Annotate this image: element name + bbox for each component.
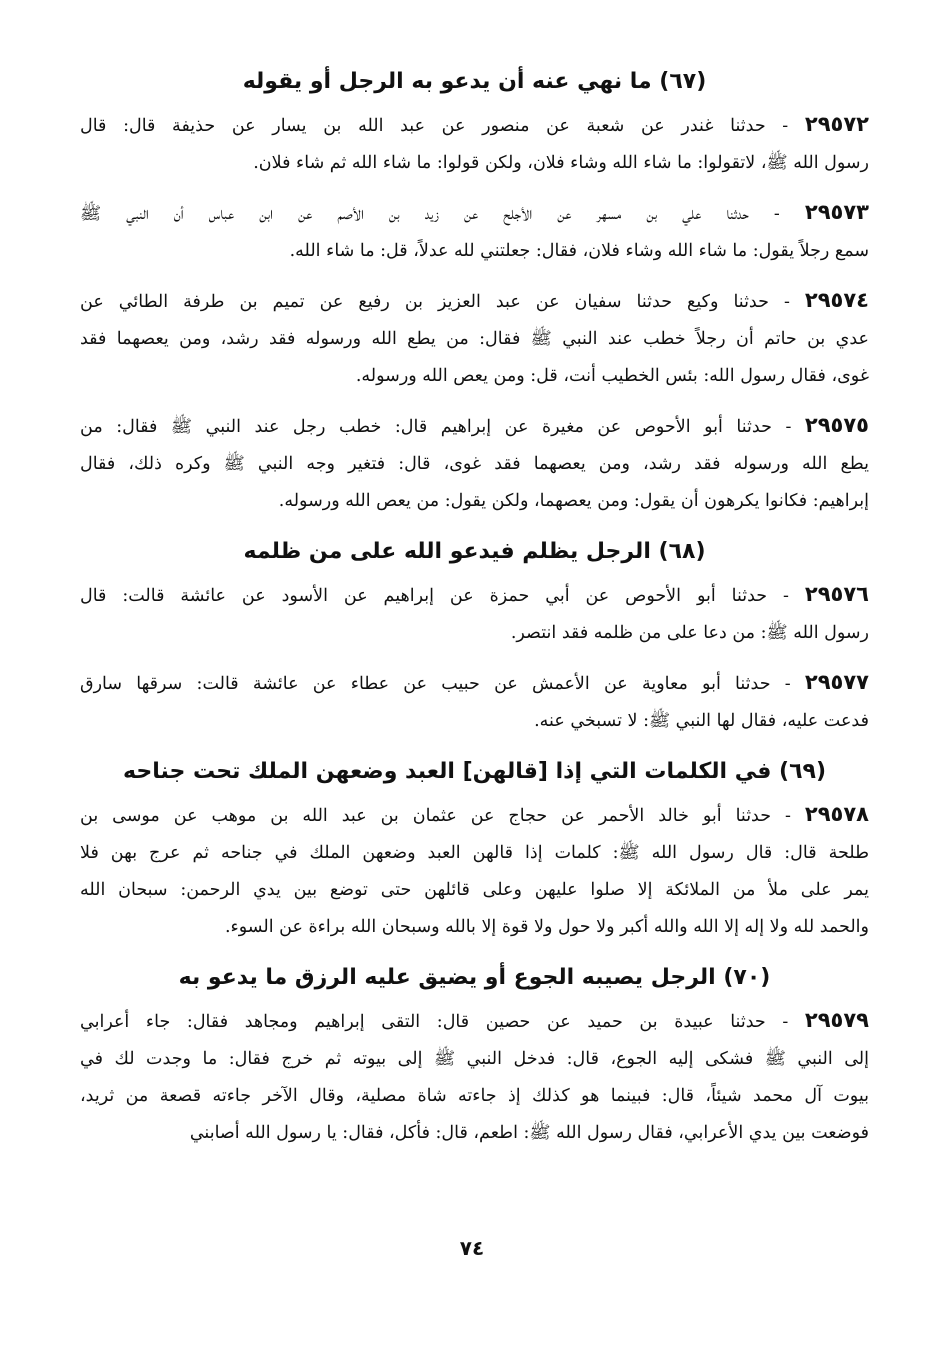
hadith-line xyxy=(80,872,869,909)
hadith-line xyxy=(80,483,869,520)
hadith-text: - حدثنا وكيع حدثنا سفيان عن عبد العزيز بن رفيع عن تميم بن طرفة الطائي عن xyxy=(80,292,790,312)
hadith-line xyxy=(80,358,869,395)
hadith-paragraph xyxy=(80,796,869,946)
hadith-line xyxy=(80,106,869,145)
hadith-line xyxy=(80,446,869,483)
hadith-number: ٢٩٥٧٤ xyxy=(804,288,869,312)
hadith-text: - حدثنا أبو الأحوص عن مغيرة عن إبراهيم قال: خطب رجل عند النبي ﷺ فقال: من xyxy=(80,417,792,437)
hadith-line xyxy=(80,909,869,946)
hadith-number: ٢٩٥٧٩ xyxy=(804,1008,869,1032)
hadith-text: - حدثنا غندر عن شعبة عن منصور عن عبد الله بن يسار عن حذيفة قال: قال xyxy=(80,116,789,136)
chapter-title: (٦٧) ما نهي عنه أن يدعو به الرجل أو يقوله xyxy=(242,69,707,94)
hadith-number: ٢٩٥٧٨ xyxy=(804,802,869,826)
hadith-number: ٢٩٥٧٥ xyxy=(804,413,869,437)
hadith-line xyxy=(80,703,869,740)
hadith-number: ٢٩٥٧٢ xyxy=(804,112,869,136)
hadith-text: يمر على ملأ من الملائكة إلا صلوا عليهن وعلى قائلهن حتى توضع بين يدي الرحمن: سبحان الله xyxy=(80,880,869,900)
hadith-paragraph xyxy=(80,194,869,270)
hadith-text: فدعت عليه، فقال لها النبي ﷺ: لا تسبخي عنه. xyxy=(534,711,869,731)
hadith-line xyxy=(80,615,869,652)
hadith-text: عدي بن حاتم أن رجلاً خطب عند النبي ﷺ فقال: من يطع الله ورسوله فقد رشد، ومن يعصهما فقد xyxy=(80,329,869,349)
hadith-text: - حدثنا عبيدة بن حميد عن حصين قال: التقى إبراهيم ومجاهد فقال: جاء أعرابي xyxy=(80,1012,789,1032)
hadith-line xyxy=(80,1115,869,1152)
hadith-paragraph xyxy=(80,576,869,652)
hadith-paragraph xyxy=(80,282,869,395)
page-number: ٧٤ xyxy=(459,1236,485,1260)
hadith-line xyxy=(80,145,869,182)
hadith-line xyxy=(80,835,869,872)
hadith-text: والحمد لله ولا إله إلا الله والله أكبر ولا حول ولا قوة إلا بالله وسبحان الله براءة عن السوء. xyxy=(224,917,869,937)
hadith-text: فوضعت بين يدي الأعرابي، فقال رسول الله ﷺ: اطعم، قال: فأكل، فقال: يا رسول الله أصابني xyxy=(189,1123,869,1143)
hadith-text: - حدثنا علي بن مسهر عن الأجلح عن زيد بن الأصم عن ابن عباس أن النبي ﷺ xyxy=(80,204,780,224)
chapter-title: (٦٩) في الكلمات التي إذا [قالهن] العبد وضعهن الملك تحت جناحه xyxy=(123,759,826,784)
hadith-text: - حدثنا أبو خالد الأحمر عن حجاج عن عثمان بن عبد الله بن موهب عن موسى بن xyxy=(80,806,791,826)
hadith-line xyxy=(80,1041,869,1078)
hadith-paragraph xyxy=(80,664,869,740)
hadith-number: ٢٩٥٧٦ xyxy=(804,582,869,606)
hadith-text: يطع الله ورسوله فقد رشد، ومن يعصهما فقد غوى، قال: فتغير وجه النبي ﷺ وكره ذلك، فقال xyxy=(80,454,869,474)
hadith-line xyxy=(80,664,869,703)
hadith-line xyxy=(80,576,869,615)
hadith-text: - حدثنا أبو الأحوص عن أبي حمزة عن إبراهيم عن الأسود عن عائشة قالت: قال xyxy=(80,586,789,606)
hadith-line xyxy=(80,796,869,835)
hadith-text: غوى، فقال رسول الله: بئس الخطيب أنت، قل: ومن يعص الله ورسوله. xyxy=(355,366,869,386)
hadith-paragraph xyxy=(80,1002,869,1152)
chapter-title: (٧٠) الرجل يصيبه الجوع أو يضيق عليه الرزق ما يدعو به xyxy=(178,965,771,990)
chapter-title: (٦٨) الرجل يظلم فيدعو الله على من ظلمه xyxy=(243,539,706,564)
hadith-line xyxy=(80,282,869,321)
hadith-number: ٢٩٥٧٧ xyxy=(804,670,869,694)
hadith-text: رسول الله ﷺ: من دعا على من ظلمه فقد انتصر. xyxy=(510,623,869,643)
hadith-text: إبراهيم: فكانوا يكرهون أن يقول: ومن يعصهما، ولكن يقول: من يعص الله ورسوله. xyxy=(278,491,869,511)
hadith-text: - حدثنا أبو معاوية عن الأعمش عن حبيب عن عطاء عن عائشة قالت: سرقها سارق xyxy=(80,674,791,694)
hadith-text: رسول الله ﷺ، لاتقولوا: ما شاء الله وشاء فلان، ولكن قولوا: ما شاء الله ثم شاء فلان. xyxy=(253,153,869,173)
page-content xyxy=(80,62,869,1164)
hadith-number: ٢٩٥٧٣ xyxy=(804,200,869,224)
hadith-line xyxy=(80,233,869,270)
hadith-text: طلحة قال: قال رسول الله ﷺ: كلمات إذا قالهن العبد وضعهن الملك في جناحه ثم عرج بهن فلا xyxy=(80,843,869,863)
hadith-paragraph xyxy=(80,407,869,520)
hadith-paragraph xyxy=(80,106,869,182)
hadith-line xyxy=(80,321,869,358)
hadith-line xyxy=(80,407,869,446)
hadith-text: إلى النبي ﷺ فشكى إليه الجوع، قال: فدخل النبي ﷺ إلى بيوته ثم خرج فقال: ما وجدت لك في xyxy=(80,1049,869,1069)
hadith-line xyxy=(80,194,869,233)
hadith-text: سمع رجلاً يقول: ما شاء الله وشاء فلان، فقال: جعلتني لله عدلاً، قل: ما شاء الله. xyxy=(289,241,869,261)
hadith-line xyxy=(80,1002,869,1041)
hadith-text: بيوت آل محمد شيئاً، قال: فبينما هو كذلك إذ جاءته شاة مصلية، وقال الآخر جاءته قصعة من ثريد، xyxy=(80,1086,869,1106)
hadith-line xyxy=(80,1078,869,1115)
